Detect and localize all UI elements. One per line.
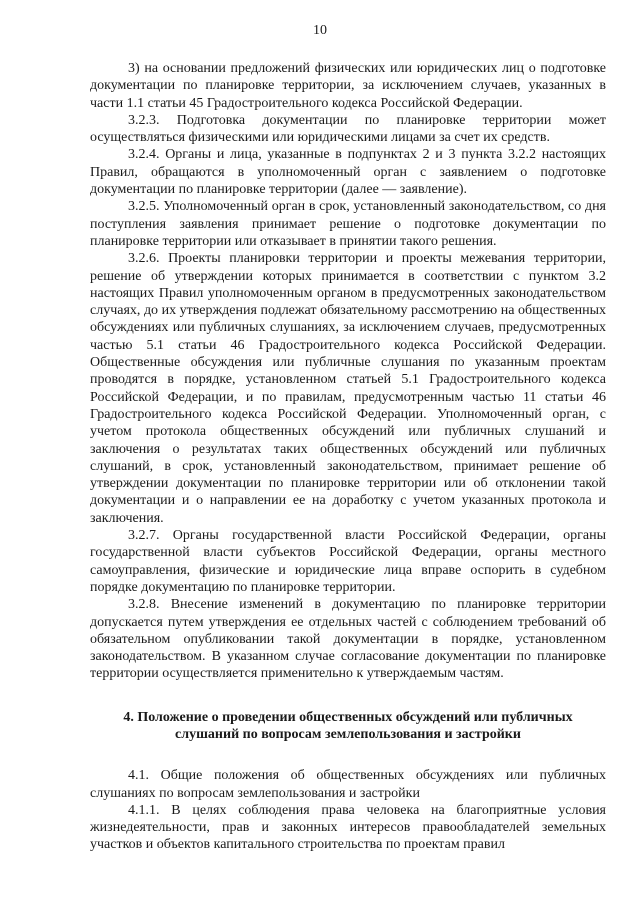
paragraph-3-2-5: 3.2.5. Уполномоченный орган в срок, установленный законодательством, со дня поступления заявления принимает решение о подготовке документации по планировке территории или отказывает в принятии такого решения.: [90, 199, 606, 249]
section-heading-4: [90, 709, 606, 744]
paragraph-3-2-7: 3.2.7. Органы государственной власти Российской Федерации, органы государственной власти субъектов Российской Федерации, органы местного самоуправления, физические и юридические лица вправе оспорить в судебном порядке документацию по планировке территории.: [90, 528, 606, 595]
paragraph-4-1: 4.1. Общие положения об общественных обсуждениях или публичных слушаниях по вопросам землепользования и застройки: [90, 768, 606, 801]
document-body: [90, 60, 606, 854]
paragraph-3-2-4: 3.2.4. Органы и лица, указанные в подпунктах 2 и 3 пункта 3.2.2 настоящих Правил, обращаются в уполномоченный орган с заявлением о подготовке документации по планировке территории (далее — заявление).: [90, 147, 606, 198]
paragraph-3-2-3: 3.2.3. Подготовка документации по планировке территории может осуществляться физическими или юридическими лицами за счет их средств.: [90, 112, 606, 146]
paragraph-item-3: 3) на основании предложений физических или юридических лиц о подготовке документации по планировке территории, за исключением случаев, указанных в части 1.1 статьи 45 Градостроительного кодекса Российской Федерации.: [90, 61, 606, 111]
paragraph-3-2-6: 3.2.6. Проекты планировки территории и проекты межевания территории, решение об утверждении которых принимается в соответствии с пунктом 3.2 настоящих Правил уполномоченным органом в предусмотренных законодательством случаях, до их утверждения подлежат обязательному рассмотрению на общественных обсуждениях или публичных слушаниях, за исключением случаев, предусмотренных частью 5.1 статьи 46 Градостроительного кодекса Российской Федерации. Общественные обсуждения или публичные слушания по указанным проектам проводятся в порядке, установленном статьей 5.1 Градостроительного кодекса Российской Федерации, и по правилам, предусмотренным частью 11 статьи 46 Градостроительного кодекса Российской Федерации. Уполномоченный орган, с учетом протокола общественных обсуждений или публичных слушаний и заключения о результатах таких общественных обсуждений или публичных слушаний, в срок, установленный законодательством, принимает решение об утверждении документации по планировке территории или об отклонении такой документации и о направлении ее на доработку с учетом указанных протокола и заключения.: [90, 251, 606, 526]
page-number: 10: [313, 23, 327, 38]
paragraph-3-2-8: 3.2.8. Внесение изменений в документацию по планировке территории допускается путем утверждения ее отдельных частей с соблюдением требований об обязательном опубликовании такой документации в порядке, установленном законодательством. В указанном случае согласование документации по планировке территории осуществляется применительно к утверждаемым частям.: [90, 597, 606, 682]
paragraph-4-1-1: 4.1.1. В целях соблюдения права человека на благоприятные условия жизнедеятельности, прав и законных интересов правообладателей земельных участков и объектов капитального строительства по проектам правил: [90, 802, 606, 853]
section-heading-line-1: 4. Положение о проведении общественных обсуждений или публичных: [123, 709, 573, 725]
section-heading-line-2: слушаний по вопросам землепользования и застройки: [175, 726, 521, 742]
